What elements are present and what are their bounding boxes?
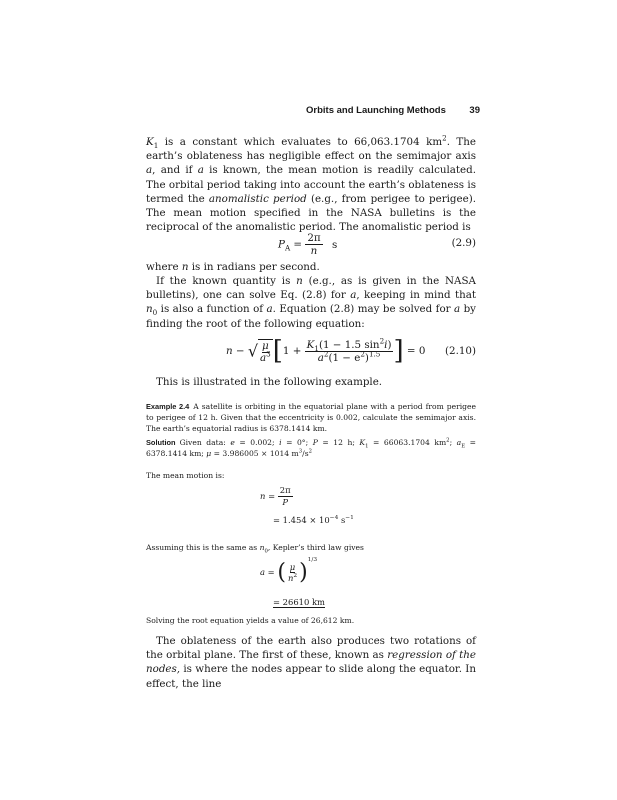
p3-n0: n [146, 303, 153, 316]
solution-block [146, 437, 476, 459]
eqa-mu: μ [289, 561, 296, 572]
eq29-numerator: 2π [307, 232, 321, 244]
kepler-b: , Kepler’s third law gives [267, 543, 364, 552]
mean-motion-intro: The mean motion is: [146, 471, 225, 480]
km-exponent: 2 [442, 133, 447, 143]
eq210-minus: − [232, 345, 248, 357]
eq210-den-a: a [317, 351, 324, 364]
p3-a3: a [454, 303, 461, 316]
solution-label: Solution [146, 438, 176, 447]
k1-subscript: 1 [153, 141, 159, 151]
equation-n [260, 485, 460, 508]
sol-ae-sub: E [461, 443, 466, 450]
eqn-unit-exp: −1 [345, 515, 354, 522]
eq29-lhs: P [278, 238, 285, 251]
eq210-k1-sub: 1 [314, 343, 319, 353]
p5-part-b: is where the nodes appear to slide along the equator. In effect, the line [146, 663, 476, 690]
eq210-main-fraction [305, 336, 394, 364]
eqa-lhs: a [260, 567, 265, 577]
sol-m-exp: 3 [298, 448, 303, 455]
eq210-one-plus: 1 + [282, 345, 305, 357]
eqn-den: P [282, 497, 288, 507]
p3-part-f: by finding the root of the following equation: [146, 303, 476, 330]
eq210-mu: μ [262, 339, 269, 352]
p2-where: where [146, 261, 182, 273]
eq29-number: (2.9) [451, 237, 476, 249]
sol-d: = 12 h; [317, 438, 360, 447]
p5-part-a: The oblateness of the earth also produces two rotations of the orbital plane. The first of these, known as [146, 635, 476, 662]
eq210-num-close: ) [387, 338, 392, 351]
p1-a2: a [197, 164, 204, 177]
eq29-equals: = [290, 238, 306, 251]
eq29-unit: s [331, 238, 338, 251]
paragraph-illustrated: This is illustrated in the following example. [156, 376, 383, 388]
p1-a1: a [146, 164, 153, 177]
eq29-denominator: n [310, 245, 318, 257]
sol-slash-s: /s [302, 449, 309, 458]
sol-e2: = 66063.1704 km [368, 438, 447, 447]
eq210-sqrt-fraction [258, 339, 273, 364]
p3-part-d: is also a function of [157, 303, 267, 316]
eqa-result: = 26610 km [273, 597, 326, 607]
kepler-intro [146, 542, 476, 553]
eq210-num-i: i [384, 338, 388, 351]
sol-h: = 3.986005 × 1014 m [211, 449, 299, 458]
sol-mu: μ [206, 449, 212, 458]
regression-of-nodes-term: regression of the nodes, [146, 649, 476, 676]
kepler-n-sub: 0 [264, 548, 268, 555]
page-number: 39 [469, 105, 480, 116]
p1-part-d: is known, the mean motion is readily calculated. The orbital period taking into account the earth’s oblateness is termed the [146, 164, 477, 205]
eqn-equals: = [265, 491, 278, 501]
eqn-result: = 1.454 × 10 [273, 515, 330, 525]
eqa-equals: = [265, 567, 278, 577]
p3-part-c: , keeping in mind that [356, 289, 476, 302]
p2-rest: is in radians per second. [188, 261, 320, 273]
eq210-num-rest: (1 − 1.5 sin [318, 338, 380, 351]
k1-symbol: K [146, 136, 154, 148]
eq210-k1: K [306, 338, 315, 351]
eq210-number: (2.10) [445, 345, 476, 357]
paragraph-known-quantity [146, 274, 476, 331]
eqn-result-unit: s [338, 515, 346, 525]
p3-part-a: If the known quantity is [156, 275, 297, 287]
eq210-a: a [260, 351, 267, 364]
eq210-den-close: ) [364, 351, 369, 364]
paragraph-oblateness [146, 634, 476, 691]
p1-part-e: (e.g., from perigee to perigee). The mean motion specified in the NASA bulletins is the reciprocal of the anomalistic period. The anomalistic period is [146, 192, 476, 234]
eqn-lhs: n [260, 491, 266, 501]
eq29-fraction [305, 232, 322, 257]
eqa-power: 1/3 [307, 557, 318, 563]
sol-g: = 6378.1414 km; [146, 438, 476, 458]
equation-2-9 [146, 230, 476, 260]
equation-a: $a = (\frac{\mu}{n^2}$ )$^{1/3}$ [260, 557, 318, 585]
sol-f: ; [449, 438, 457, 447]
eq210-den-pow: 1.5 [368, 349, 381, 359]
sol-s-exp: 2 [308, 448, 313, 455]
p1-part-b: . The earth’s oblateness has negligible effect on the semimajor axis [146, 136, 476, 163]
example-label: Example 2.4 [146, 402, 190, 411]
equation-a-result [273, 597, 473, 608]
eq210-den-a-exp: 2 [323, 349, 329, 359]
eqn-num: 2π [279, 485, 291, 495]
eq210-num-exp: 2 [379, 336, 385, 346]
root-result: Solving the root equation yields a value of 26,612 km. [146, 616, 355, 625]
sol-ae: a [456, 438, 462, 447]
p3-n1: n [296, 275, 303, 287]
eq210-n: n [226, 345, 233, 357]
p3-part-b: (e.g., as is given in the NASA bulletins), one can solve Eq. (2.8) for [146, 275, 476, 302]
example-text: A satellite is orbiting in the equatorial plane with a period from perigee to perigee of 12 h. Given that the eccentricity is 0.002, calculate the semimajor axis. The earth’s equatorial radius is 6378.1414 km. [146, 402, 477, 433]
sol-k-sub: 1 [365, 443, 369, 450]
eqa-n-exp: 2 [293, 572, 298, 579]
k1-text: is a constant which evaluates to 66,063.1704 km [158, 136, 443, 148]
p3-a2: a [266, 303, 273, 316]
eq210-eq-zero: = 0 [403, 345, 426, 357]
p2-n: n [181, 261, 189, 273]
anomalistic-period-term: anomalistic period [208, 192, 307, 205]
kepler-n: n [259, 543, 265, 552]
eqn-result-exp: −4 [329, 515, 339, 522]
p1-part-c: , and if [152, 164, 198, 177]
running-header [306, 105, 480, 116]
running-title: Orbits and Launching Methods [306, 105, 446, 116]
sol-a: Given data: [179, 438, 231, 447]
eq29-lhs-sub: A [284, 243, 291, 253]
sol-b: = 0.002; [234, 438, 280, 447]
paragraph-where-n [146, 260, 476, 274]
sol-k: K [359, 438, 366, 447]
sol-e: e [230, 438, 235, 447]
p3-a1: a [350, 289, 357, 302]
p3-n0-sub: 0 [152, 308, 158, 318]
sol-km-exp: 2 [446, 437, 450, 444]
p3-part-e: . Equation (2.8) may be solved for [272, 303, 455, 316]
eq210-a-exp: 3 [266, 349, 271, 359]
kepler-a: Assuming this is the same as [146, 543, 260, 552]
equation-2-10: $n - √\frac{\mu}{a^3}$ [1 + $\frac{K_1(1 - 1.5 \sin^2i)}{a^2(1 - e^2)^{1.5}}$ ] = 0 (2.10) [226, 336, 476, 366]
equation-n-result [273, 515, 473, 526]
paragraph-k1 [146, 135, 476, 234]
eqa-n: n [287, 572, 294, 583]
sol-c: = 0°; [281, 438, 313, 447]
sol-i: i [279, 438, 282, 447]
example-2-4 [146, 401, 476, 434]
sol-p: P [312, 438, 318, 447]
eq210-den-e-exp: 2 [360, 349, 365, 359]
eq210-den-rest: (1 − e [328, 351, 361, 364]
